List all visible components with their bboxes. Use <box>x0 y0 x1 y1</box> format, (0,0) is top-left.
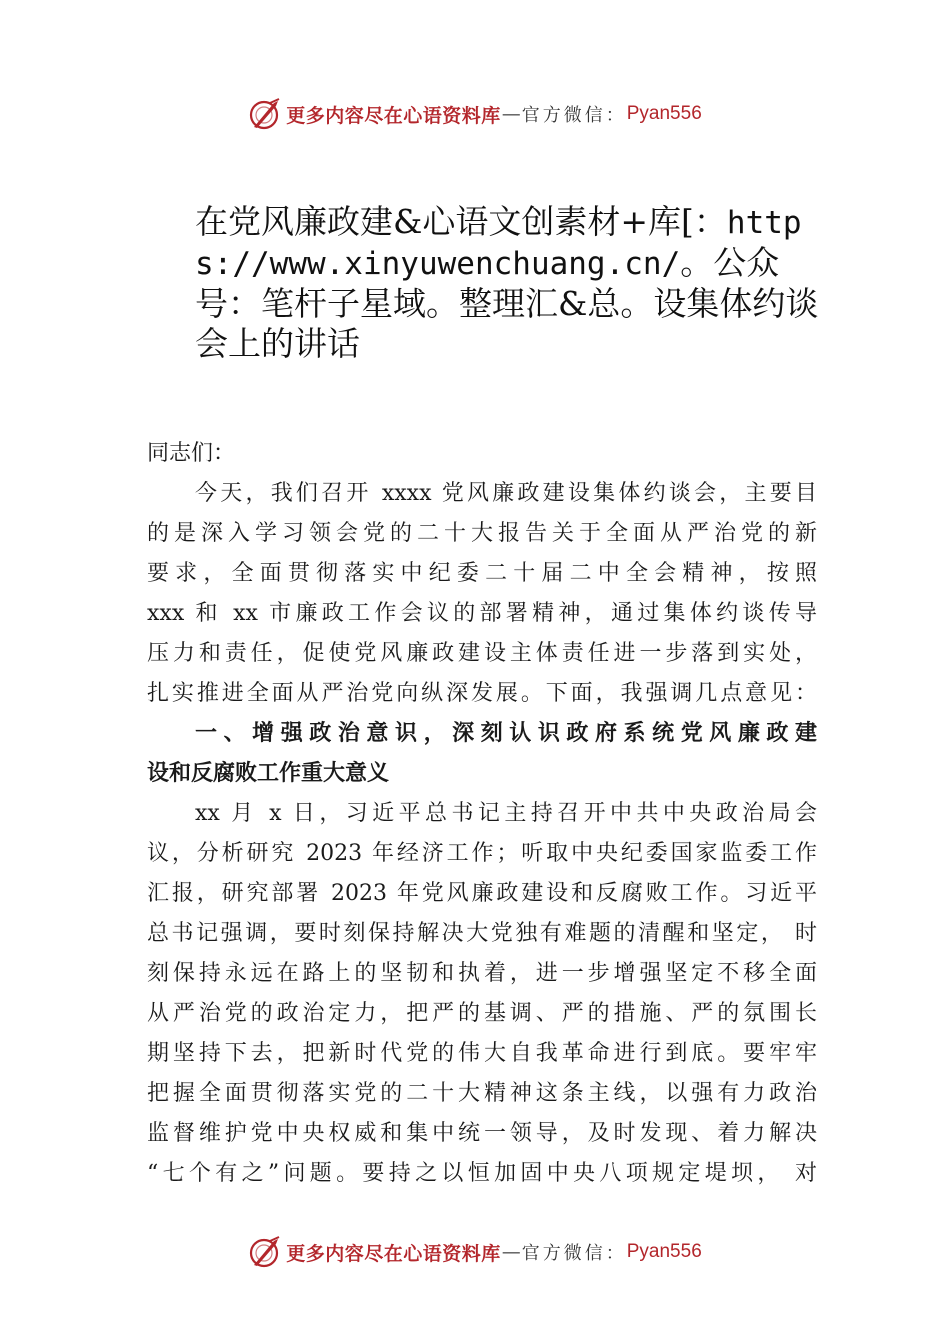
body-line: 要求，全面贯彻落实中纪委二十届二中全会精神，按照 <box>147 561 817 586</box>
wechat-id: Pyan556 <box>626 1241 702 1262</box>
body-line: 刻保持永远在路上的坚韧和执着，进一步增强坚定不移全面 <box>147 961 817 986</box>
title-part-1: 在党风廉政建&心语文创素材+库[： <box>195 202 727 241</box>
body-line: “七个有之”问题。要持之以恒加固中央八项规定堤坝， 对 <box>147 1161 817 1186</box>
body-line: 监督维护党中央权威和集中统一领导，及时发现、着力解决 <box>147 1121 817 1146</box>
body-line: 从严治党的政治定力，把严的基调、严的措施、严的氛围长 <box>147 1001 817 1026</box>
quill-logo-icon <box>248 1235 282 1269</box>
quill-logo-icon <box>248 97 282 131</box>
body-line: 期坚持下去，把新时代党的伟大自我革命进行到底。要牢牢 <box>147 1041 817 1066</box>
body-line: 汇报，研究部署 2023 年党风廉政建设和反腐败工作。习近平 <box>147 881 817 906</box>
brand-separator: — <box>501 103 521 125</box>
section-heading: 一、增强政治意识，深刻认识政府系统党风廉政建 <box>195 721 817 746</box>
footer-banner <box>0 1232 950 1272</box>
body-line: 议，分析研究 2023 年经济工作；听取中央纪委国家监委工作 <box>147 841 817 866</box>
body-line: 的是深入学习领会党的二十大报告关于全面从严治党的新 <box>147 521 817 546</box>
brand-separator: — <box>501 1241 521 1263</box>
brand-name: 更多内容尽在心语资料库 <box>286 1242 501 1265</box>
body-line: 总书记强调，要时刻保持解决大党独有难题的清醒和坚定， 时 <box>147 921 817 946</box>
wechat-label: 官方微信： <box>521 105 627 126</box>
brand-name: 更多内容尽在心语资料库 <box>286 104 501 127</box>
header-banner <box>0 94 950 134</box>
document-title <box>195 202 835 364</box>
body-line: 压力和责任，促使党风廉政建设主体责任进一步落到实处， <box>147 641 817 666</box>
title-url: https://www.xinyuwenchuang.cn/ <box>195 205 802 282</box>
wechat-label: 官方微信： <box>521 1243 627 1264</box>
wechat-id: Pyan556 <box>626 103 702 124</box>
salutation: 同志们： <box>147 441 236 466</box>
section-heading-cont: 设和反腐败工作重大意义 <box>147 761 390 786</box>
body-line: xxx 和 xx 市廉政工作会议的部署精神，通过集体约谈传导 <box>147 601 817 626</box>
document-body <box>147 434 817 1194</box>
body-line: xx 月 x 日，习近平总书记主持召开中共中央政治局会 <box>195 801 817 826</box>
body-line: 今天，我们召开 xxxx 党风廉政建设集体约谈会，主要目 <box>195 481 817 506</box>
body-line: 把握全面贯彻落实党的二十大精神这条主线，以强有力政治 <box>147 1081 817 1106</box>
title-part-2: 。公众号：笔杆子星域。整理汇&总。设集体约谈会上的讲话 <box>195 243 819 363</box>
body-line: 扎实推进全面从严治党向纵深发展。下面，我强调几点意见： <box>147 681 817 706</box>
